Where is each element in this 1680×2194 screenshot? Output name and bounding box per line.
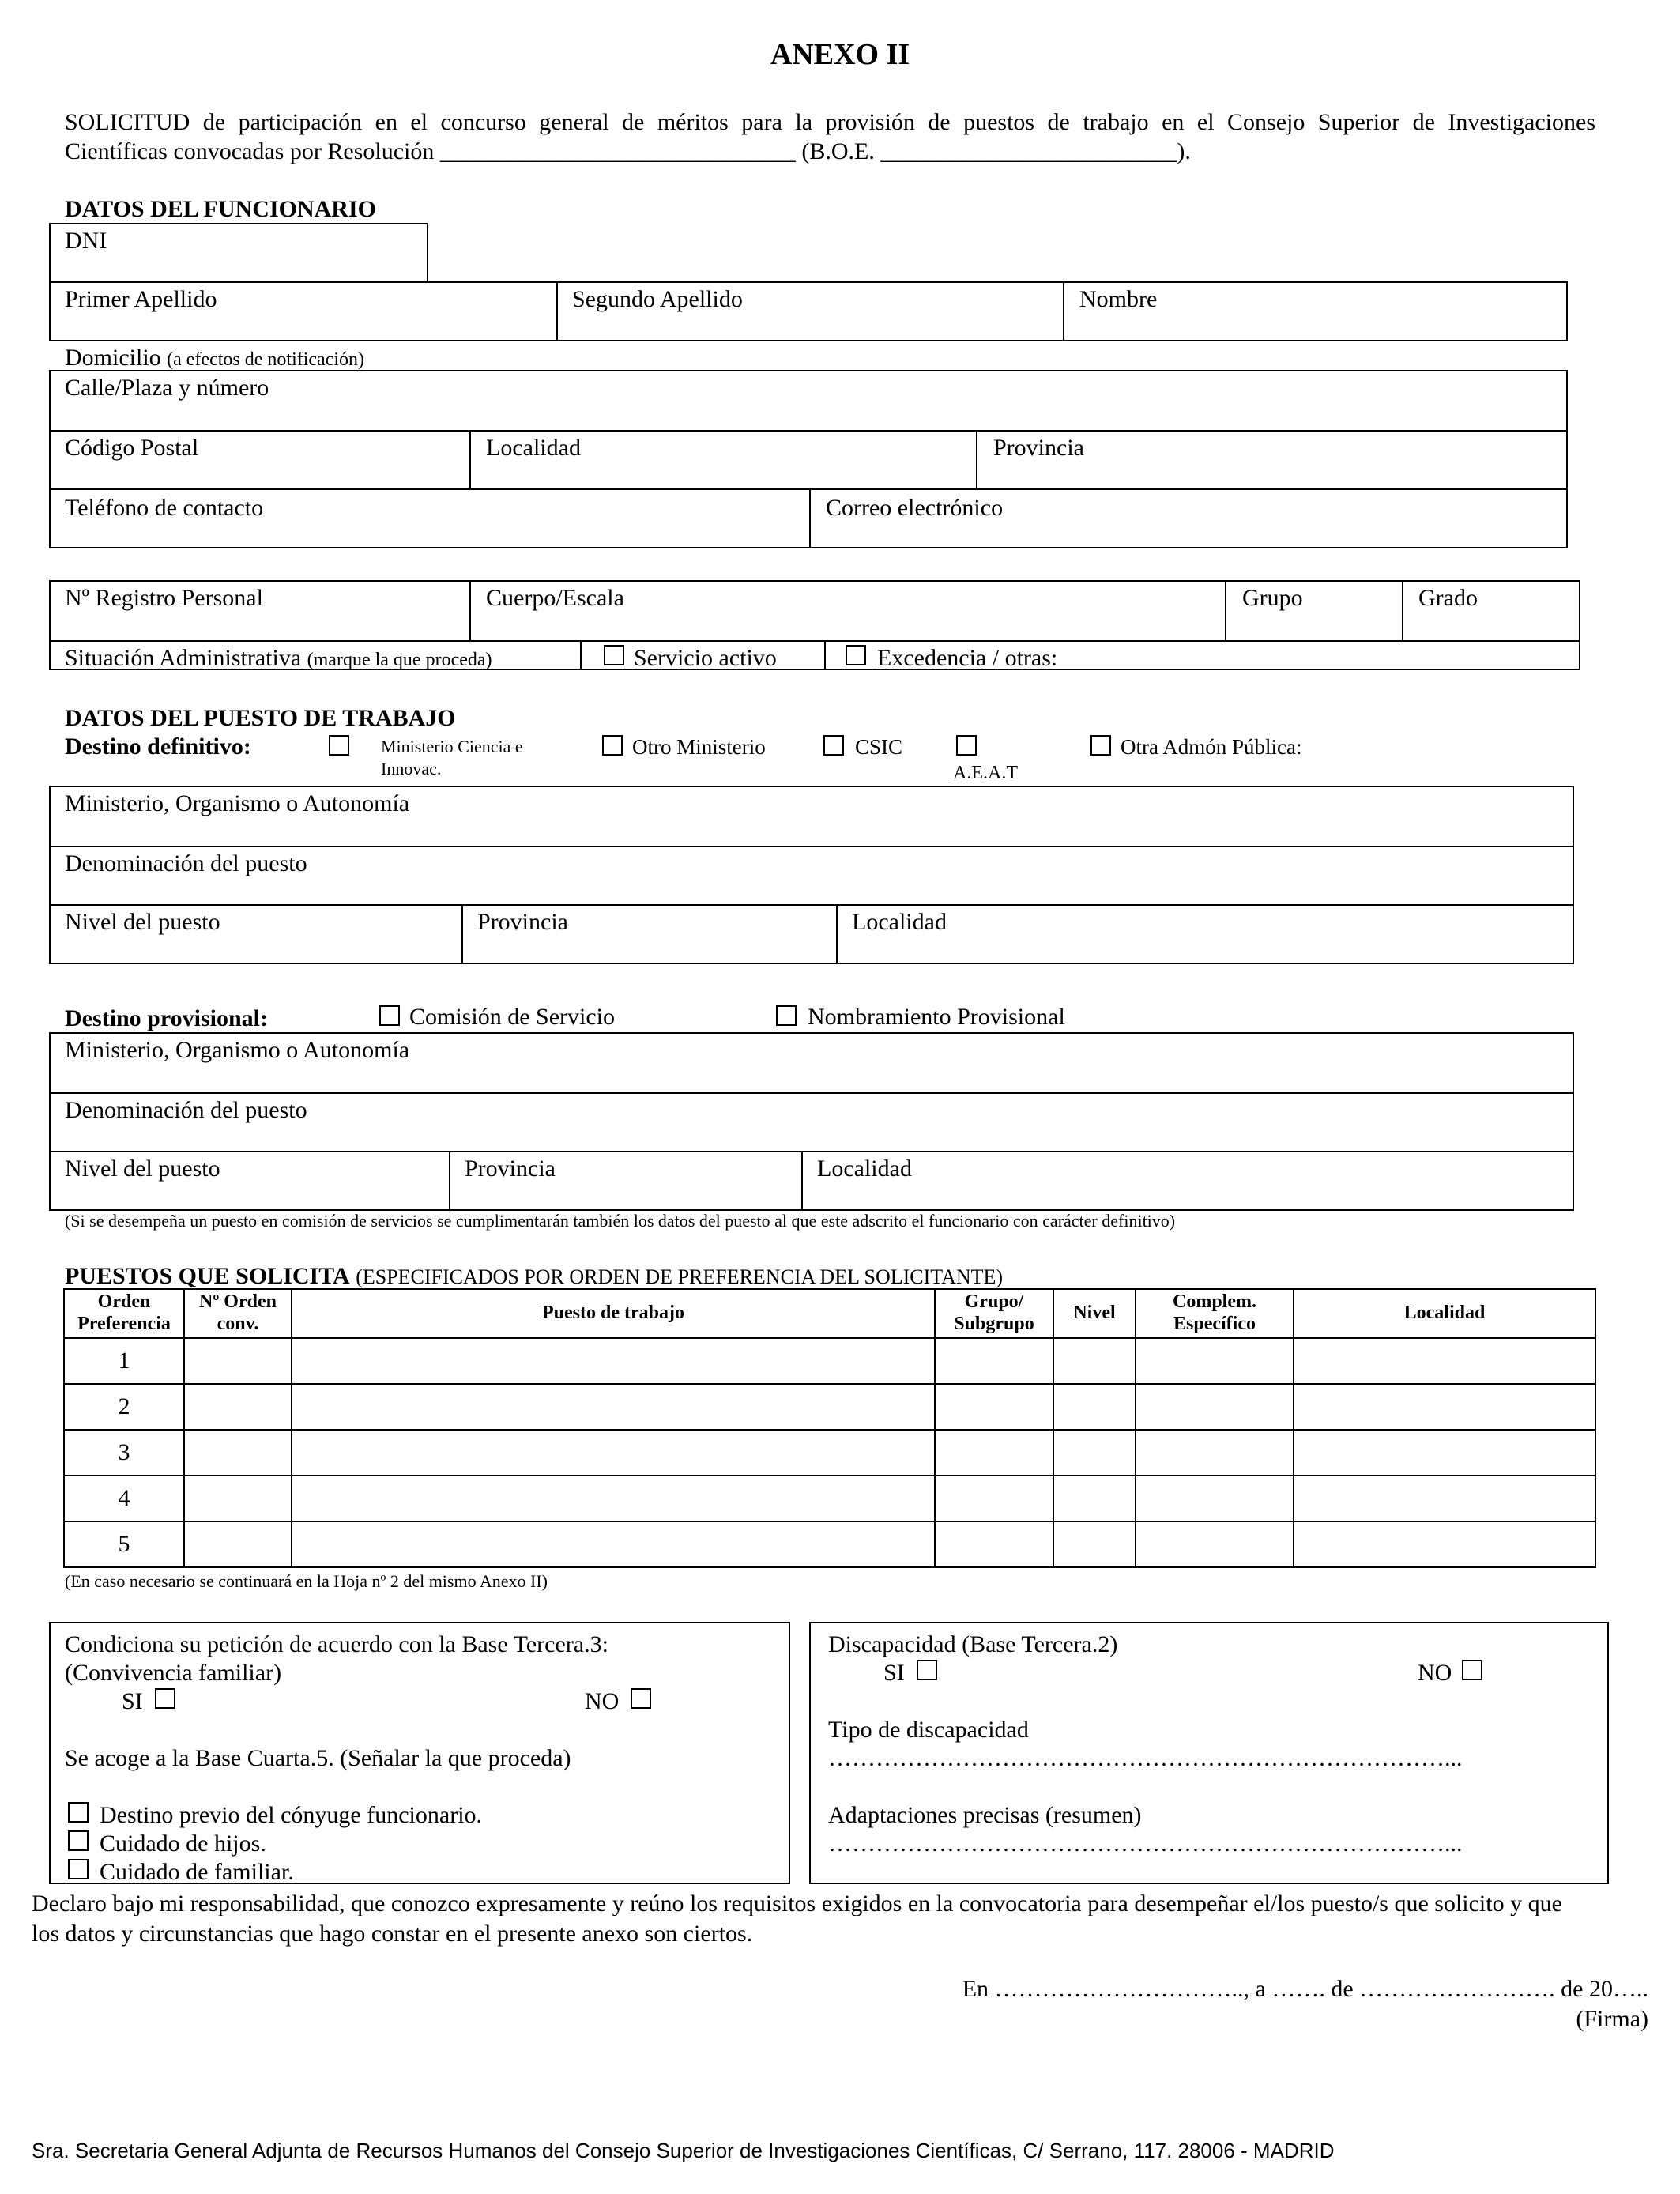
def-denominacion-label: Denominación del puesto — [65, 850, 307, 876]
destino-definitivo-block — [49, 786, 1574, 964]
table-cell[interactable] — [1053, 1430, 1136, 1476]
section-heading-funcionario: DATOS DEL FUNCIONARIO — [65, 196, 376, 222]
destino-definitivo-label: Destino definitivo: — [65, 733, 251, 760]
servicio-activo-checkbox[interactable] — [604, 645, 624, 665]
csic-label: CSIC — [855, 735, 903, 759]
aeat-label: A.E.A.T — [953, 763, 1018, 783]
discapacidad-si-checkbox[interactable] — [917, 1660, 937, 1680]
domicilio-block — [49, 370, 1568, 548]
otra-admon-label: Otra Admón Pública: — [1121, 735, 1302, 759]
table-cell[interactable] — [184, 1384, 292, 1430]
table-row — [64, 1430, 1595, 1476]
col-localidad: Localidad — [1294, 1289, 1595, 1338]
destino-provisional-block — [49, 1032, 1574, 1211]
table-cell[interactable] — [292, 1521, 935, 1567]
discapacidad-box — [809, 1622, 1609, 1884]
conyuge-checkbox[interactable] — [68, 1802, 89, 1823]
table-cell[interactable] — [1294, 1521, 1595, 1567]
table-cell[interactable] — [1294, 1476, 1595, 1521]
table-cell[interactable] — [184, 1521, 292, 1567]
table-cell[interactable] — [1136, 1430, 1294, 1476]
condiciona-si-label: SI — [122, 1688, 143, 1714]
discapacidad-no-label: NO — [1418, 1660, 1452, 1686]
localidad-label: Localidad — [486, 435, 581, 461]
section-heading-solicita: PUESTOS QUE SOLICITA (ESPECIFICADOS POR ORDEN DE PREFERENCIA DEL SOLICITANTE) — [65, 1263, 1004, 1289]
excedencia-label: Excedencia / otras: — [877, 645, 1058, 671]
table-cell[interactable] — [184, 1476, 292, 1521]
firma-label: (Firma) — [1576, 2006, 1648, 2032]
table-cell[interactable] — [1294, 1338, 1595, 1384]
table-cell[interactable] — [184, 1430, 292, 1476]
adaptaciones-label: Adaptaciones precisas (resumen) — [828, 1802, 1142, 1828]
familiar-checkbox[interactable] — [68, 1859, 89, 1879]
table-row — [64, 1521, 1595, 1567]
table-cell[interactable] — [1053, 1476, 1136, 1521]
lugar-fecha-field[interactable]: En ………………………….., a ……. de ……………………. de 20….. — [962, 1976, 1648, 2002]
ministerio-ciencia-label-1: Ministerio Ciencia e — [381, 737, 523, 756]
tipo-discapacidad-label: Tipo de discapacidad — [828, 1717, 1029, 1743]
discapacidad-title: Discapacidad (Base Tercera.2) — [828, 1631, 1118, 1657]
hijos-label: Cuidado de hijos. — [100, 1830, 266, 1857]
familiar-label: Cuidado de familiar. — [100, 1859, 294, 1885]
def-ministerio-label: Ministerio, Organismo o Autonomía — [65, 790, 410, 816]
table-row — [64, 1384, 1595, 1430]
grado-label: Grado — [1418, 585, 1478, 611]
table-cell[interactable] — [292, 1384, 935, 1430]
footer-address: Sra. Secretaria General Adjunta de Recursos Humanos del Consejo Superior de Investigaciones Científicas, C/ Serrano, 117. 28006 - MADRID — [32, 2139, 1335, 2162]
intro-line-2: Científicas convocadas por Resolución ______________________________ (B.O.E. _________________________). — [65, 138, 1191, 164]
declaracion-line-2: los datos y circunstancias que hago constar en el presente anexo son ciertos. — [32, 1921, 753, 1947]
page-title: ANEXO II — [770, 38, 910, 71]
section-heading-puesto: DATOS DEL PUESTO DE TRABAJO — [65, 705, 456, 731]
destino-provisional-label: Destino provisional: — [65, 1005, 268, 1031]
ministerio-ciencia-checkbox[interactable] — [329, 735, 349, 756]
dni-label: DNI — [65, 228, 107, 254]
table-cell[interactable] — [292, 1476, 935, 1521]
prov-denominacion-label: Denominación del puesto — [65, 1097, 307, 1123]
excedencia-checkbox[interactable] — [846, 645, 866, 665]
row-number: 5 — [64, 1521, 184, 1567]
registro-label: Nº Registro Personal — [65, 585, 263, 611]
table-cell[interactable] — [935, 1384, 1053, 1430]
table-cell[interactable] — [935, 1521, 1053, 1567]
table-cell[interactable] — [1136, 1384, 1294, 1430]
def-provincia-label: Provincia — [477, 909, 568, 935]
table-row — [64, 1476, 1595, 1521]
otro-ministerio-label: Otro Ministerio — [632, 735, 766, 759]
discapacidad-no-checkbox[interactable] — [1462, 1660, 1482, 1680]
table-cell[interactable] — [1294, 1384, 1595, 1430]
def-localidad-label: Localidad — [852, 909, 947, 935]
row-number: 3 — [64, 1430, 184, 1476]
condiciona-no-checkbox[interactable] — [631, 1688, 651, 1709]
cuerpo-label: Cuerpo/Escala — [486, 585, 624, 611]
nombramiento-checkbox[interactable] — [776, 1005, 797, 1026]
prov-provincia-label: Provincia — [465, 1155, 556, 1182]
aeat-checkbox[interactable] — [956, 735, 977, 756]
table-cell[interactable] — [1053, 1384, 1136, 1430]
table-cell[interactable] — [292, 1338, 935, 1384]
table-cell[interactable] — [1053, 1521, 1136, 1567]
col-orden-preferencia: Orden Preferencia — [64, 1289, 184, 1338]
prov-nivel-label: Nivel del puesto — [65, 1155, 220, 1182]
otra-admon-checkbox[interactable] — [1090, 735, 1111, 756]
situacion-label: Situación Administrativa (marque la que proceda) — [65, 645, 492, 671]
conyuge-label: Destino previo del cónyuge funcionario. — [100, 1802, 483, 1828]
condiciona-si-checkbox[interactable] — [155, 1688, 175, 1709]
col-nivel: Nivel — [1053, 1289, 1136, 1338]
row-number: 2 — [64, 1384, 184, 1430]
prov-ministerio-label: Ministerio, Organismo o Autonomía — [65, 1037, 410, 1063]
comision-checkbox[interactable] — [379, 1005, 400, 1026]
nombramiento-label: Nombramiento Provisional — [808, 1004, 1065, 1030]
table-cell[interactable] — [184, 1338, 292, 1384]
calle-label: Calle/Plaza y número — [65, 375, 269, 401]
declaracion-line-1: Declaro bajo mi responsabilidad, que conozco expresamente y reúno los requisitos exigidos en la convocatoria para desempeñar el/los puesto/s que solicito y que — [32, 1892, 1562, 1916]
col-orden-conv: Nº Orden conv. — [184, 1289, 292, 1338]
discapacidad-si-label: SI — [883, 1660, 905, 1686]
table-cell[interactable] — [292, 1430, 935, 1476]
ministerio-ciencia-label-2: Innovac. — [381, 759, 442, 778]
table-cell[interactable] — [1136, 1521, 1294, 1567]
table-note: (En caso necesario se continuará en la Hoja nº 2 del mismo Anexo II) — [65, 1571, 548, 1591]
registro-block — [49, 580, 1580, 670]
primer-apellido-label: Primer Apellido — [65, 286, 217, 312]
grupo-label: Grupo — [1242, 585, 1303, 611]
intro-line-1: SOLICITUD de participación en el concurso general de méritos para la provisión de puestos de trabajo en el Consejo Superior de Investigaciones — [65, 109, 1595, 135]
table-row — [64, 1338, 1595, 1384]
def-nivel-label: Nivel del puesto — [65, 909, 220, 935]
provincia-label: Provincia — [993, 435, 1084, 461]
col-grupo: Grupo/ Subgrupo — [935, 1289, 1053, 1338]
nombre-label: Nombre — [1079, 286, 1158, 312]
condiciona-line-2: (Convivencia familiar) — [65, 1660, 282, 1686]
otro-ministerio-checkbox[interactable] — [602, 735, 623, 756]
table-cell[interactable] — [935, 1338, 1053, 1384]
tipo-discapacidad-field[interactable]: ……………………………………………………………………... — [828, 1745, 1463, 1771]
domicilio-label: Domicilio (a efectos de notificación) — [65, 345, 365, 371]
table-cell[interactable] — [935, 1430, 1053, 1476]
base-cuarta-label: Se acoge a la Base Cuarta.5. (Señalar la que proceda) — [65, 1745, 571, 1771]
hijos-checkbox[interactable] — [68, 1830, 89, 1851]
table-cell[interactable] — [1294, 1430, 1595, 1476]
col-puesto: Puesto de trabajo — [292, 1289, 935, 1338]
condiciona-line-1: Condiciona su petición de acuerdo con la Base Tercera.3: — [65, 1631, 608, 1657]
servicio-activo-label: Servicio activo — [634, 645, 777, 671]
table-cell[interactable] — [1136, 1476, 1294, 1521]
puesto-note: (Si se desempeña un puesto en comisión de servicios se cumplimentarán también los datos del puesto al que este adscrito el funcionario con carácter definitivo) — [65, 1211, 1176, 1231]
comision-label: Comisión de Servicio — [409, 1004, 615, 1030]
condiciona-no-label: NO — [585, 1688, 620, 1714]
row-number: 1 — [64, 1338, 184, 1384]
table-cell[interactable] — [935, 1476, 1053, 1521]
adaptaciones-field[interactable]: ……………………………………………………………………... — [828, 1830, 1463, 1857]
row-number: 4 — [64, 1476, 184, 1521]
condiciona-box — [49, 1622, 790, 1884]
col-complemento: Complem. Específico — [1136, 1289, 1294, 1338]
segundo-apellido-label: Segundo Apellido — [572, 286, 743, 312]
name-row — [49, 281, 1568, 341]
table-header-row — [64, 1289, 1595, 1338]
csic-checkbox[interactable] — [823, 735, 844, 756]
table-cell[interactable] — [1053, 1338, 1136, 1384]
codigo-postal-label: Código Postal — [65, 435, 199, 461]
correo-label: Correo electrónico — [826, 495, 1004, 521]
table-cell[interactable] — [1136, 1338, 1294, 1384]
prov-localidad-label: Localidad — [817, 1155, 912, 1182]
puestos-table — [63, 1288, 1596, 1568]
dni-field[interactable] — [49, 223, 428, 283]
telefono-label: Teléfono de contacto — [65, 495, 264, 521]
